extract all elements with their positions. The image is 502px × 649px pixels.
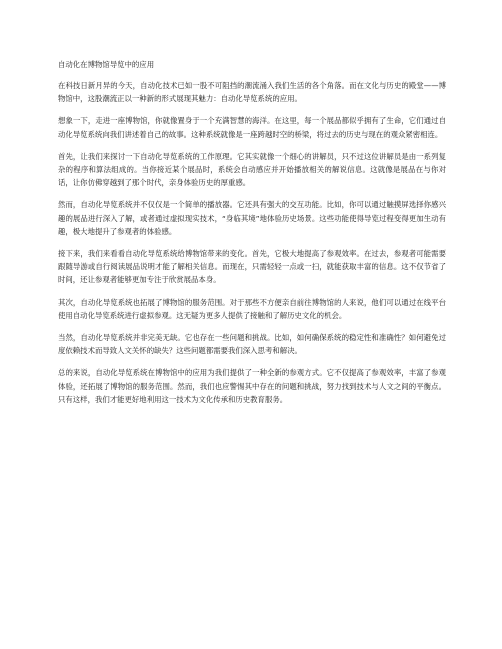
- document-title: 自动化在博物馆导览中的应用: [58, 60, 155, 69]
- paragraph-6: 其次，自动化导览系统也拓展了博物馆的服务范围。对于那些不方便亲自前往博物馆的人来说，他们可以通过在线平台使用自动化导览系统进行虚拟参观。这无疑为更多人提供了接触和了解历史文化的机会。: [58, 297, 446, 320]
- paragraph-4: 然而，自动化导览系统并不仅仅是一个简单的播放器。它还具有强大的交互功能。比如，你可以通过触摸屏选择你感兴趣的展品进行深入了解，或者通过虚拟现实技术，“身临其境”地体验历史场景。这些功能使得导览过程变得更加生动有趣，极大地提升了参观者的体验感。: [58, 200, 446, 236]
- paragraph-3: 首先，让我们来探讨一下自动化导览系统的工作原理。它其实就像一个细心的讲解员，只不过这位讲解员是由一系列复杂的程序和算法组成的。当你接近某个展品时，系统会自动感应并开始播放相关的解说信息。这就像是展品在与你对话，让你仿佛穿越到了那个时代，亲身体验历史的厚重感。: [58, 151, 446, 188]
- document-page: [58, 59, 446, 415]
- paragraph-1: 在科技日新月异的今天，自动化技术已如一股不可阻挡的潮流涌入我们生活的各个角落。而在文化与历史的殿堂——博物馆中，这股潮流正以一种新的形式展现其魅力：自动化导览系统的应用。: [58, 81, 446, 104]
- paragraph-7: 当然，自动化导览系统并非完美无缺。它也存在一些问题和挑战。比如，如何确保系统的稳定性和准确性？如何避免过度依赖技术而导致人文关怀的缺失？这些问题都需要我们深入思考和解决。: [58, 333, 446, 356]
- paragraph-2: 想象一下，走进一座博物馆，你就像置身于一个充满智慧的海洋。在这里，每一个展品都似乎拥有了生命，它们通过自动化导览系统向我们讲述着自己的故事。这种系统就像是一座跨越时空的桥梁，将过去的历史与现在的观众紧密相连。: [58, 116, 446, 139]
- paragraph-5: 接下来，我们来看看自动化导览系统给博物馆带来的变化。首先，它极大地提高了参观效率。在过去，参观者可能需要跟随导游或自行阅读展品说明才能了解相关信息。而现在，只需轻轻一点或一扫，就能获取丰富的信息。这不仅节省了时间，还让参观者能够更加专注于欣赏展品本身。: [58, 249, 446, 285]
- paragraph-8: 总的来说，自动化导览系统在博物馆中的应用为我们提供了一种全新的参观方式。它不仅提高了参观效率，丰富了参观体验，还拓展了博物馆的服务范围。然而，我们也应警惕其中存在的问题和挑战，努力找到技术与人文之间的平衡点。只有这样，我们才能更好地利用这一技术为文化传承和历史教育服务。: [58, 368, 446, 404]
